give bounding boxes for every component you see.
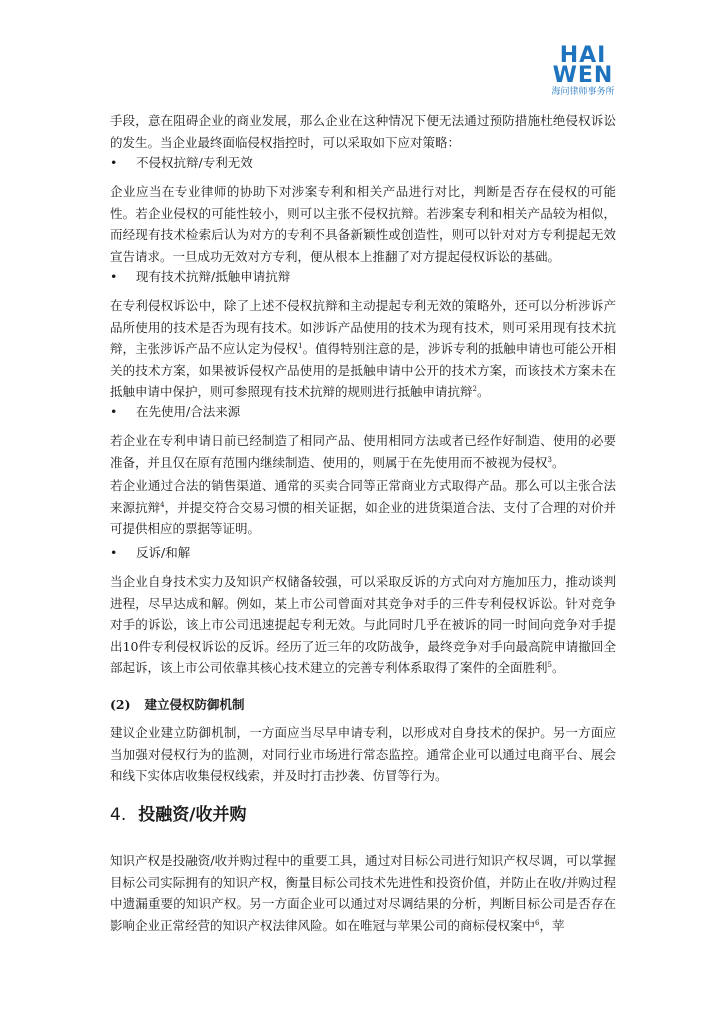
- bullet-label: 不侵权抗辩/专利无效: [136, 155, 253, 170]
- firm-logo: [550, 43, 616, 98]
- footnote-ref-1[interactable]: 1: [298, 341, 303, 350]
- paragraph-text: 。: [551, 660, 565, 675]
- paragraph-investment: [110, 850, 616, 936]
- bullet-prior-art: [110, 267, 616, 287]
- footnote-ref-4[interactable]: 4: [160, 500, 165, 509]
- paragraph-non-infringement: 企业应当在专业律师的协助下对涉案专利和相关产品进行对比，判断是否存在侵权的可能性。若企业侵权的可能性较小，则可以主张不侵权抗辩。若涉案专利和相关产品较为相似，而经现有技术检索后认为对方的专利不具备新颖性或创造性，则可以针对对方专利提起无效宣告请求。一旦成功无效对方专利，便从根本上推翻了对方提起侵权诉讼的基础。: [110, 184, 616, 264]
- bullet-dot: •: [110, 404, 118, 419]
- bullet-label: 现有技术抗辩/抵触申请抗辩: [136, 269, 291, 284]
- intro-paragraph: 手段，意在阻碍企业的商业发展，那么企业在这种情况下便无法通过预防措施杜绝侵权诉讼的发生。当企业最终面临侵权指控时，可以采取如下应对策略：: [110, 113, 616, 150]
- section-heading-investment: [110, 803, 616, 827]
- paragraph-counterclaim: [110, 571, 616, 679]
- logo-line-2: WEN: [552, 63, 614, 88]
- paragraph-defense-mechanism: 建议企业建立防御机制，一方面应当尽早申请专利，以形成对自身技术的保护。另一方面应当加强对侵权行为的监测，对同行业市场进行常态监控。通常企业可以通过电商平台、展会和线下实体店收集侵权线索，并及时打击抄袭、仿冒等行为。: [110, 725, 616, 783]
- bullet-dot: •: [110, 269, 118, 284]
- footnote-ref-5[interactable]: 5: [547, 660, 552, 669]
- logo-line-1: HAI: [559, 43, 607, 68]
- paragraph-text: 知识产权是投融资/收并购过程中的重要工具，通过对目标公司进行知识产权尽调，可以掌握目标公司实际拥有的知识产权，衡量目标公司技术先进性和投资价值，并防止在收/并购过程中遗漏重要的知识产权。另一方面企业可以通过对尽调结果的分析，判断目标公司是否存在影响企业正常经营的知识产权法律风险。如在唯冠与苹果公司的商标侵权案中: [110, 853, 616, 933]
- paragraph-text: 当企业自身技术实力及知识产权储备较强，可以采取反诉的方式向对方施加压力，推动谈判进程，尽早达成和解。例如，某上市公司曾面对其竞争对手的三件专利侵权诉讼。针对竞争对手的诉讼，该上市公司迅速提起专利无效。与此同时几乎在被诉的同一时间向竞争对手提出10件专利侵权诉讼的反诉。经历了近三年的攻防战争，最终竞争对手向最高院申请撤回全部起诉，该上市公司依靠其核心技术建立的完善专利体系取得了案件的全面胜利: [110, 574, 616, 675]
- subheading-title: 建立侵权防御机制: [144, 697, 245, 712]
- bullet-label: 在先使用/合法来源: [136, 404, 241, 419]
- paragraph-prior-art: [110, 295, 616, 403]
- bullet-dot: •: [110, 155, 118, 170]
- section-number: 4.: [110, 805, 127, 825]
- paragraph-text: ，并提交符合交易习惯的相关证据，如企业的进货渠道合法、支付了合理的对价并可提供相应的票据等证明。: [110, 499, 616, 536]
- paragraph-text: 。: [551, 454, 565, 470]
- paragraph-text: 。值得特别注意的是，涉诉专利的抵触申请也可能公开相关的技术方案，如果被诉侵权产品使用的是抵触申请中公开的技术方案，而该技术方案未在抵触申请中保护，则可参照现有技术抗辩的规则进行抵触申请抗辩: [110, 341, 616, 399]
- footnote-ref-2[interactable]: 2: [472, 384, 477, 393]
- paragraph-text: 在专利侵权诉讼中，除了上述不侵权抗辩和主动提起专利无效的策略外，还可以分析涉诉产品所使用的技术是否为现有技术。如涉诉产品使用的技术为现有技术，则可采用现有技术抗辩，主张涉诉产品不应认定为侵权: [110, 298, 616, 356]
- bullet-non-infringement: [110, 153, 616, 173]
- logo-firm-name: 海问律师事务所: [551, 87, 615, 97]
- footnote-ref-6[interactable]: 6: [535, 918, 540, 927]
- subheading-number: (2): [110, 697, 131, 712]
- subheading-defense-mechanism: [110, 695, 616, 715]
- section-title: 投融资/收并购: [138, 805, 247, 825]
- bullet-label: 反诉/和解: [136, 545, 191, 560]
- bullet-counterclaim: [110, 543, 616, 563]
- paragraph-text: ，苹: [539, 917, 565, 933]
- paragraph-text: 若企业通过合法的销售渠道、通常的买卖合同等正常商业方式取得产品。那么可以主张合法来源抗辩: [110, 478, 616, 515]
- footnote-ref-3[interactable]: 3: [547, 455, 552, 464]
- bullet-dot: •: [110, 545, 118, 560]
- paragraph-text: 。: [476, 384, 490, 399]
- paragraph-text: 若企业在专利申请日前已经制造了相同产品、使用相同方法或者已经作好制造、使用的必要准备，并且仅在原有范围内继续制造、使用的，则属于在先使用而不被视为侵权: [110, 433, 616, 470]
- paragraph-prior-use: [110, 430, 616, 473]
- paragraph-legal-source: [110, 475, 616, 540]
- bullet-prior-use: [110, 402, 616, 422]
